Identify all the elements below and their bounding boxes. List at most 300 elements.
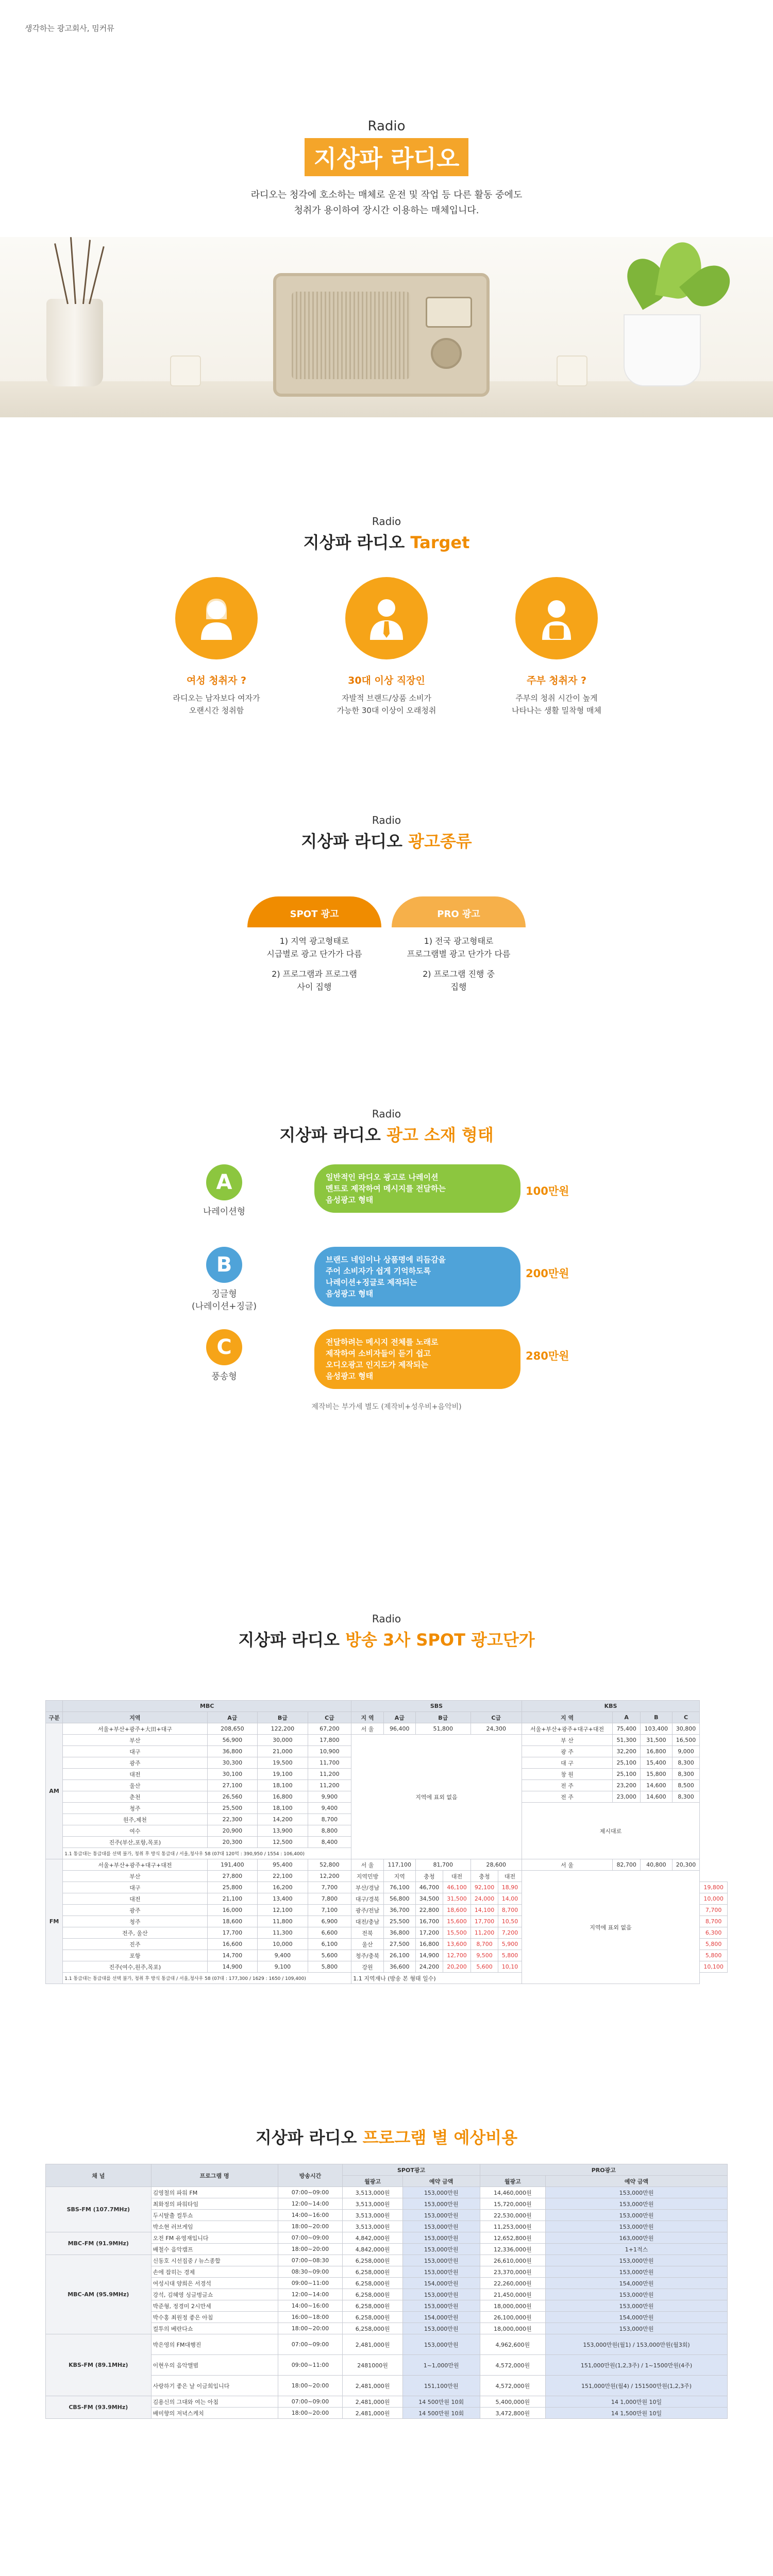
table-cell: 대전 xyxy=(63,1769,207,1780)
group-label: AM xyxy=(46,1723,63,1859)
table-cell: 153,000만원 xyxy=(402,2198,480,2210)
table-cell: 6,258,000원 xyxy=(343,2255,402,2266)
table-cell: 18,90 xyxy=(498,1882,522,1893)
table-cell: 5,800 xyxy=(308,1961,351,1973)
table-cell: 17,700 xyxy=(207,1927,258,1939)
diffuser-stick xyxy=(89,246,105,304)
table-cell: 22,260,000원 xyxy=(480,2278,545,2289)
table-cell: 박수홍 최원정 좋은 아침 xyxy=(151,2312,278,2323)
header-cell: 프로그램 명 xyxy=(151,2164,278,2187)
table-cell: 20,300 xyxy=(672,1859,700,1871)
table-cell: 청주/충북 xyxy=(351,1950,384,1961)
table-cell: 154,000만원 xyxy=(546,2312,728,2323)
table-cell: 6,258,000원 xyxy=(343,2323,402,2334)
table-cell: 46,100 xyxy=(443,1882,471,1893)
table-cell: 153,000만원 xyxy=(546,2266,728,2278)
header-cell: C급 xyxy=(308,1712,351,1723)
table-cell: 18,600 xyxy=(207,1916,258,1927)
table-cell: 16,600 xyxy=(207,1939,258,1950)
table-cell: 32,200 xyxy=(613,1746,641,1757)
radio-dial xyxy=(426,297,472,328)
table-cell: 강원 xyxy=(351,1961,384,1973)
table-cell: 6,258,000원 xyxy=(343,2300,402,2312)
table-row xyxy=(46,2396,728,2408)
table-cell: 151,100만원 xyxy=(402,2376,480,2396)
table-cell: 청주 xyxy=(63,1803,207,1814)
table-cell: 20,300 xyxy=(207,1837,258,1848)
material-price: 200만원 xyxy=(526,1267,569,1280)
table-cell: 24,300 xyxy=(470,1723,522,1735)
table-cell: 16,500 xyxy=(672,1735,700,1746)
table-cell: 지역에 표외 없음 xyxy=(351,1735,522,1859)
table-cell: 153,000만원 xyxy=(402,2221,480,2232)
table-cell: 6,258,000원 xyxy=(343,2266,402,2278)
table-cell: 광주/전남 xyxy=(351,1905,384,1916)
target-heading: Radio 지상파 라디오 Target xyxy=(303,515,470,552)
letter-c-icon: C xyxy=(206,1329,242,1365)
pro-ad-card: PRO 광고 1) 전국 광고형태로 프로그램별 광고 단가가 다름 2) 프로그램 진행 중 집행 xyxy=(392,896,526,993)
table-cell: 9,000 xyxy=(672,1746,700,1757)
table-cell: 이현우의 음악앨범 xyxy=(151,2355,278,2376)
table-cell: 8,700 xyxy=(308,1814,351,1825)
header-cell: 지 역 xyxy=(351,1712,384,1723)
table-cell: 최화정의 파워타임 xyxy=(151,2198,278,2210)
table-cell: 14 500만원 10회 xyxy=(402,2396,480,2408)
table-cell: 153,000만원 xyxy=(402,2232,480,2244)
table-cell: 대 구 xyxy=(522,1757,613,1769)
table-cell: 153,000만원 xyxy=(402,2210,480,2221)
table-cell: 25,500 xyxy=(207,1803,258,1814)
table-cell: 여수 xyxy=(63,1825,207,1837)
table-cell: 153,000만원 xyxy=(402,2244,480,2255)
table-cell: 광주 xyxy=(63,1757,207,1769)
table-cell: 4,962,600원 xyxy=(480,2334,545,2355)
table-cell: 36,800 xyxy=(383,1927,415,1939)
table-cell: 대전/충남 xyxy=(351,1916,384,1927)
table-cell: 서 울 xyxy=(351,1859,384,1871)
table-cell: 18:00~20:00 xyxy=(278,2408,343,2419)
material-price: 280만원 xyxy=(526,1350,569,1362)
table-cell: 154,000만원 xyxy=(402,2278,480,2289)
table-cell: 96,400 xyxy=(383,1723,415,1735)
table-cell: 12,700 xyxy=(443,1950,471,1961)
table-cell: 대전 xyxy=(498,1871,522,1882)
table-cell: 26,610,000원 xyxy=(480,2255,545,2266)
table-cell: 전 주 xyxy=(522,1791,613,1803)
table-cell: 14,900 xyxy=(415,1950,443,1961)
table-cell: 대전 xyxy=(63,1893,207,1905)
table-cell: 40,800 xyxy=(640,1859,672,1871)
header-cell: 지 역 xyxy=(522,1712,613,1723)
table-cell: 춘천 xyxy=(63,1791,207,1803)
channel-label: CBS-FM (93.9MHz) xyxy=(46,2396,152,2419)
table-cell: 30,300 xyxy=(207,1757,258,1769)
header-cell: B xyxy=(640,1712,672,1723)
table-cell: 14,00 xyxy=(498,1893,522,1905)
table-row xyxy=(46,2187,728,2198)
table-cell: 13,600 xyxy=(443,1939,471,1950)
table-cell: 26,100,000원 xyxy=(480,2312,545,2323)
table-cell: 25,100 xyxy=(613,1769,641,1780)
table-row xyxy=(46,1735,728,1746)
table-cell: 2,481,000원 xyxy=(343,2334,402,2355)
table-cell: 18,100 xyxy=(258,1803,308,1814)
table-cell: 30,800 xyxy=(672,1723,700,1735)
pro-ad-tab: PRO 광고 xyxy=(392,896,526,927)
table-cell: 전 주 xyxy=(522,1780,613,1791)
channel-label: SBS-FM (107.7MHz) xyxy=(46,2187,152,2232)
table-cell: 2,481,000원 xyxy=(343,2376,402,2396)
table-cell: 9,400 xyxy=(308,1803,351,1814)
table-row xyxy=(46,1871,728,1882)
table-cell: 5,900 xyxy=(498,1939,522,1950)
table-cell: 5,400,000원 xyxy=(480,2396,545,2408)
table-cell: 07:00~09:00 xyxy=(278,2187,343,2198)
table-cell: 11,300 xyxy=(258,1927,308,1939)
table-cell: 12,336,000원 xyxy=(480,2244,545,2255)
material-heading: Radio 지상파 라디오 광고 소재 형태 xyxy=(279,1108,494,1145)
table-cell: 전주, 울산 xyxy=(63,1927,207,1939)
table-cell: 서울+부산+광주+대구+대전 xyxy=(522,1723,613,1735)
hero-image xyxy=(0,237,773,417)
program-cost-table xyxy=(45,2164,728,2419)
table-cell: 10,10 xyxy=(498,1961,522,1973)
table-cell: 52,800 xyxy=(308,1859,351,1871)
table-cell: 12,500 xyxy=(258,1837,308,1848)
group-label: FM xyxy=(46,1859,63,1984)
table-cell: 153,000만원 xyxy=(402,2334,480,2355)
table-cell: 11,200 xyxy=(470,1927,498,1939)
table-cell: 18:00~20:00 xyxy=(278,2323,343,2334)
table-cell: 서울+부산+광주+대구+대전 xyxy=(63,1859,207,1871)
table-cell: 24,000 xyxy=(470,1893,498,1905)
header-cell: A xyxy=(613,1712,641,1723)
table-cell: 18,100 xyxy=(258,1780,308,1791)
target-card-women: 여성 청취자 ? 라디오는 남자보다 여자가 오랜시간 청취함 xyxy=(160,577,273,717)
table-cell: 16,200 xyxy=(258,1882,308,1893)
table-cell: 26,560 xyxy=(207,1791,258,1803)
diffuser-vase xyxy=(46,299,103,386)
table-cell: 14,460,000원 xyxy=(480,2187,545,2198)
table-cell: 16,800 xyxy=(640,1746,672,1757)
table-cell: 4,842,000원 xyxy=(343,2232,402,2244)
table-cell: 22,100 xyxy=(258,1871,308,1882)
table-cell: 15,720,000원 xyxy=(480,2198,545,2210)
table-cell: 19,100 xyxy=(258,1769,308,1780)
table-cell: 사랑하기 좋은 날 이금희입니다 xyxy=(151,2376,278,2396)
target-card-office: 30대 이상 직장인 자발적 브랜드/상품 소비가 가능한 30대 이상이 오래청취 xyxy=(330,577,443,717)
table-cell: 18:00~20:00 xyxy=(278,2244,343,2255)
table-cell: 부산/경남 xyxy=(351,1882,384,1893)
table-cell: 191,400 xyxy=(207,1859,258,1871)
candle xyxy=(557,355,587,386)
header-cell: 월광고 xyxy=(480,2176,545,2187)
hero-desc: 라디오는 청각에 호소하는 매체로 운전 및 작업 등 다른 활동 중에도 청취가 용이하여 장시간 이용하는 매체입니다. xyxy=(250,190,523,216)
table-cell: 4,572,000원 xyxy=(480,2376,545,2396)
material-desc: 일반적인 라디오 광고로 나레이션 멘트로 제작하여 메시지를 전달하는 음성광고 형태 xyxy=(314,1164,520,1213)
table-cell: 21,450,000원 xyxy=(480,2289,545,2300)
table-cell: 18:00~20:00 xyxy=(278,2376,343,2396)
table-cell: 15,800 xyxy=(640,1769,672,1780)
table-cell: 컬투의 베란다쇼 xyxy=(151,2323,278,2334)
table-cell: 117,100 xyxy=(383,1859,415,1871)
table-cell: 6,258,000원 xyxy=(343,2312,402,2323)
table-cell: 광 주 xyxy=(522,1746,613,1757)
header-cell: 월광고 xyxy=(343,2176,402,2187)
header-cell: 예약 금액 xyxy=(402,2176,480,2187)
table-cell: 7,700 xyxy=(700,1905,728,1916)
table-cell: 오전 FM 유영재입니다 xyxy=(151,2232,278,2244)
table-cell: 11,700 xyxy=(308,1757,351,1769)
table-cell: 원주,제천 xyxy=(63,1814,207,1825)
table-cell: 24,200 xyxy=(415,1961,443,1973)
header-cell: 채 널 xyxy=(46,2164,152,2187)
table-cell: 서울+부산+광주+大田+대구 xyxy=(63,1723,207,1735)
header-cell: KBS xyxy=(522,1701,700,1712)
table-cell: 25,500 xyxy=(383,1916,415,1927)
table-cell: 11,800 xyxy=(258,1916,308,1927)
plant-pot xyxy=(624,314,701,386)
header-cell: C xyxy=(672,1712,700,1723)
table-cell: 19,500 xyxy=(258,1757,308,1769)
table-cell: 6,258,000원 xyxy=(343,2278,402,2289)
table-cell: 김용신의 그대와 여는 아침 xyxy=(151,2396,278,2408)
table-cell: 153,000만원 xyxy=(402,2266,480,2278)
table-cell: 6,900 xyxy=(308,1916,351,1927)
table-cell: 9,900 xyxy=(308,1791,351,1803)
table-cell: 5,800 xyxy=(498,1950,522,1961)
table-cell: 서 울 xyxy=(351,1723,384,1735)
table-cell: 울산 xyxy=(63,1780,207,1791)
table-cell: 배미향의 저녁스케치 xyxy=(151,2408,278,2419)
table-cell: 3,513,000원 xyxy=(343,2210,402,2221)
table-cell: 8,500 xyxy=(672,1780,700,1791)
table-cell: 12,100 xyxy=(258,1905,308,1916)
table-cell: 16,800 xyxy=(415,1939,443,1950)
table-cell: 25,100 xyxy=(613,1757,641,1769)
table-cell: 대전 xyxy=(443,1871,471,1882)
table-cell: 12:00~14:00 xyxy=(278,2198,343,2210)
table-cell: 4,572,000원 xyxy=(480,2355,545,2376)
table-cell: 김영철의 파워 FM xyxy=(151,2187,278,2198)
table-cell: 14,600 xyxy=(640,1780,672,1791)
table-cell: 18,000,000원 xyxy=(480,2323,545,2334)
table-cell: 부산 xyxy=(63,1871,207,1882)
table-cell: 51,300 xyxy=(613,1735,641,1746)
table-cell: 지역민방 xyxy=(351,1871,384,1882)
table-cell: 13,900 xyxy=(258,1825,308,1837)
table-cell: 18,000,000원 xyxy=(480,2300,545,2312)
table-cell: 21,000 xyxy=(258,1746,308,1757)
woman-icon xyxy=(175,577,258,659)
table-cell: 81,700 xyxy=(415,1859,470,1871)
table-cell: 12,652,800원 xyxy=(480,2232,545,2244)
material-desc: 전달하려는 메시지 전체를 노래로 제작하여 소비자들이 듣기 쉽고 오디오광고 인지도가 제작되는 음성광고 형태 xyxy=(314,1329,520,1389)
table-cell: 14 1,000만원 10일 xyxy=(546,2396,728,2408)
channel-label: KBS-FM (89.1MHz) xyxy=(46,2334,152,2396)
table-cell: 3,472,800원 xyxy=(480,2408,545,2419)
table-cell: 51,800 xyxy=(415,1723,470,1735)
table-cell: 22,800 xyxy=(415,1905,443,1916)
spot-heading: Radio 지상파 라디오 방송 3사 SPOT 광고단가 xyxy=(238,1613,535,1650)
header-cell: B급 xyxy=(258,1712,308,1723)
table-cell: 11,200 xyxy=(308,1780,351,1791)
header-cell: 구분 xyxy=(46,1712,63,1723)
radio-illustration xyxy=(273,273,490,397)
table-cell: 10,000 xyxy=(700,1893,728,1905)
candle xyxy=(170,355,201,386)
table-cell: 16:00~18:00 xyxy=(278,2312,343,2323)
adtype-heading: Radio 지상파 라디오 광고종류 xyxy=(301,814,472,851)
table-cell: 진주 xyxy=(63,1939,207,1950)
table-cell: 36,700 xyxy=(383,1905,415,1916)
table-cell: 14,100 xyxy=(470,1905,498,1916)
table-cell: 153,000만원 xyxy=(546,2323,728,2334)
table-cell: 14,600 xyxy=(640,1791,672,1803)
table-cell: 9,400 xyxy=(258,1950,308,1961)
table-cell: 09:00~11:00 xyxy=(278,2278,343,2289)
table-cell: 28,600 xyxy=(470,1859,522,1871)
table-cell: 34,500 xyxy=(415,1893,443,1905)
table-cell: 8,800 xyxy=(308,1825,351,1837)
table-cell: 103,400 xyxy=(640,1723,672,1735)
table-cell: 36,600 xyxy=(383,1961,415,1973)
table-cell: 3,513,000원 xyxy=(343,2198,402,2210)
table-cell: 박소현 러브게임 xyxy=(151,2221,278,2232)
header-cell: MBC xyxy=(63,1701,351,1712)
table-cell: 포항 xyxy=(63,1950,207,1961)
table-row xyxy=(46,2232,728,2244)
table-cell: 153,000만원 xyxy=(546,2289,728,2300)
header-cell: SBS xyxy=(351,1701,522,1712)
table-note: 1.1 통급대는 통급대를 선택 불가, 청취 후 방식 통급대 / 서울,청사우 58 (07대 120억 : 390,950 / 1554 : 106,400) xyxy=(63,1848,351,1859)
table-cell: 20,900 xyxy=(207,1825,258,1837)
radio-grille xyxy=(292,292,410,379)
spot-ad-tab: SPOT 광고 xyxy=(247,896,381,927)
material-desc: 브랜드 네임이나 상품명에 리듬감을 주어 소비자가 쉽게 기억하도록 나레이션+징글로 제작되는 음성광고 형태 xyxy=(314,1247,520,1307)
header-cell xyxy=(46,1701,63,1712)
table-cell: 손에 잡히는 경제 xyxy=(151,2266,278,2278)
table-cell: 지역 xyxy=(383,1871,415,1882)
table-cell: 8,300 xyxy=(672,1791,700,1803)
table-cell: 12,200 xyxy=(308,1871,351,1882)
table-cell: 30,000 xyxy=(258,1735,308,1746)
table-cell: 7,700 xyxy=(308,1882,351,1893)
table-cell: 15,400 xyxy=(640,1757,672,1769)
table-cell: 153,000만원 xyxy=(546,2210,728,2221)
header-cell: PRO광고 xyxy=(480,2164,727,2176)
table-cell: 10,900 xyxy=(308,1746,351,1757)
hero-section xyxy=(0,98,773,407)
table-cell: 82,700 xyxy=(613,1859,641,1871)
table-cell: 18,600 xyxy=(443,1905,471,1916)
table-cell: 진주(여수,원주,목포) xyxy=(63,1961,207,1973)
table-cell: 122,200 xyxy=(258,1723,308,1735)
table-cell: 8,300 xyxy=(672,1757,700,1769)
table-cell: 153,000만원 xyxy=(402,2289,480,2300)
table-cell: 153,000만원 xyxy=(546,2300,728,2312)
table-cell: 151,000만원(1,2,3주) / 1~1500만원(4주) xyxy=(546,2355,728,2376)
table-cell: 대구/경북 xyxy=(351,1893,384,1905)
table-note: 1.1 지역재나 (방송 본 형태 일수) xyxy=(351,1973,522,1984)
table-cell: 대구 xyxy=(63,1746,207,1757)
table-cell: 163,000만원 xyxy=(546,2232,728,2244)
table-cell: 26,100 xyxy=(383,1950,415,1961)
table-cell: 6,600 xyxy=(308,1927,351,1939)
table-row xyxy=(46,1723,728,1735)
letter-b-icon: B xyxy=(206,1247,242,1283)
table-cell: 23,370,000원 xyxy=(480,2266,545,2278)
table-cell: 153,000만원 xyxy=(402,2323,480,2334)
table-cell: 20,200 xyxy=(443,1961,471,1973)
table-cell: 17,200 xyxy=(415,1927,443,1939)
table-row xyxy=(46,2334,728,2355)
table-cell: 15,500 xyxy=(443,1927,471,1939)
table-cell: 27,800 xyxy=(207,1871,258,1882)
table-cell: 8,700 xyxy=(470,1939,498,1950)
table-cell: 09:00~11:00 xyxy=(278,2355,343,2376)
table-cell: 153,000만원 xyxy=(546,2221,728,2232)
table-cell: 92,100 xyxy=(470,1882,498,1893)
table-cell: 153,000만원(월1) / 153,000만원(월3회) xyxy=(546,2334,728,2355)
table-cell: 10,50 xyxy=(498,1916,522,1927)
material-jingle: B 징글형 (나레이션+징글) 브랜드 네임이나 상품명에 리듬감을 주어 소비자가 쉽게 기억하도록 나레이션+징글로 제작되는 음성광고 형태 200만원 xyxy=(0,1247,773,1319)
channel-label: MBC-AM (95.9MHz) xyxy=(46,2255,152,2334)
table-cell: 10,100 xyxy=(700,1961,728,1973)
table-cell: 진주(부산,포항,목포) xyxy=(63,1837,207,1848)
table-cell: 56,800 xyxy=(383,1893,415,1905)
spot-ad-card: SPOT 광고 1) 지역 광고형태로 시급별로 광고 단가가 다름 2) 프로그램과 프로그램 사이 집행 xyxy=(247,896,381,993)
table-row xyxy=(46,1712,728,1723)
radio-knob xyxy=(431,338,462,369)
table-cell: 2,481,000원 xyxy=(343,2396,402,2408)
table-cell: 19,800 xyxy=(700,1882,728,1893)
table-cell: 부산 xyxy=(63,1735,207,1746)
table-cell: 14,900 xyxy=(207,1961,258,1973)
table-cell: 95,400 xyxy=(258,1859,308,1871)
target-card-housewife: 주부 청취자 ? 주부의 청취 시간이 높게 나타나는 생활 밀착형 매체 xyxy=(500,577,613,717)
table-cell: 9,500 xyxy=(470,1950,498,1961)
table-cell: 3,513,000원 xyxy=(343,2187,402,2198)
pro-heading: 지상파 라디오 프로그램 별 예상비용 xyxy=(255,2128,518,2147)
table-cell: 울산 xyxy=(351,1939,384,1950)
table-cell: 27,100 xyxy=(207,1780,258,1791)
table-cell: 6,100 xyxy=(308,1939,351,1950)
table-cell: 16,000 xyxy=(207,1905,258,1916)
header-cell: C급 xyxy=(470,1712,522,1723)
table-cell: 76,100 xyxy=(383,1882,415,1893)
header-cell: 방송시간 xyxy=(278,2164,343,2187)
table-cell: 14,200 xyxy=(258,1814,308,1825)
table-cell: 7,100 xyxy=(308,1905,351,1916)
table-cell: 1+1적스 xyxy=(546,2244,728,2255)
table-cell: 07:00~08:30 xyxy=(278,2255,343,2266)
table-cell: 창 원 xyxy=(522,1769,613,1780)
table-cell: 153,000만원 xyxy=(546,2198,728,2210)
table-cell: 7,200 xyxy=(498,1927,522,1939)
table-cell: 2,481,000원 xyxy=(343,2408,402,2419)
table-cell: 3,513,000원 xyxy=(343,2221,402,2232)
table-cell: 21,100 xyxy=(207,1893,258,1905)
hero-en: Radio xyxy=(367,118,406,134)
table-cell: 5,800 xyxy=(700,1939,728,1950)
table-cell: 1~1,000만원 xyxy=(402,2355,480,2376)
table-cell: 22,300 xyxy=(207,1814,258,1825)
table-cell: 충청 xyxy=(470,1871,498,1882)
table-cell: 153,000만원 xyxy=(546,2255,728,2266)
table-cell: 17,700 xyxy=(470,1916,498,1927)
table-cell: 208,650 xyxy=(207,1723,258,1735)
